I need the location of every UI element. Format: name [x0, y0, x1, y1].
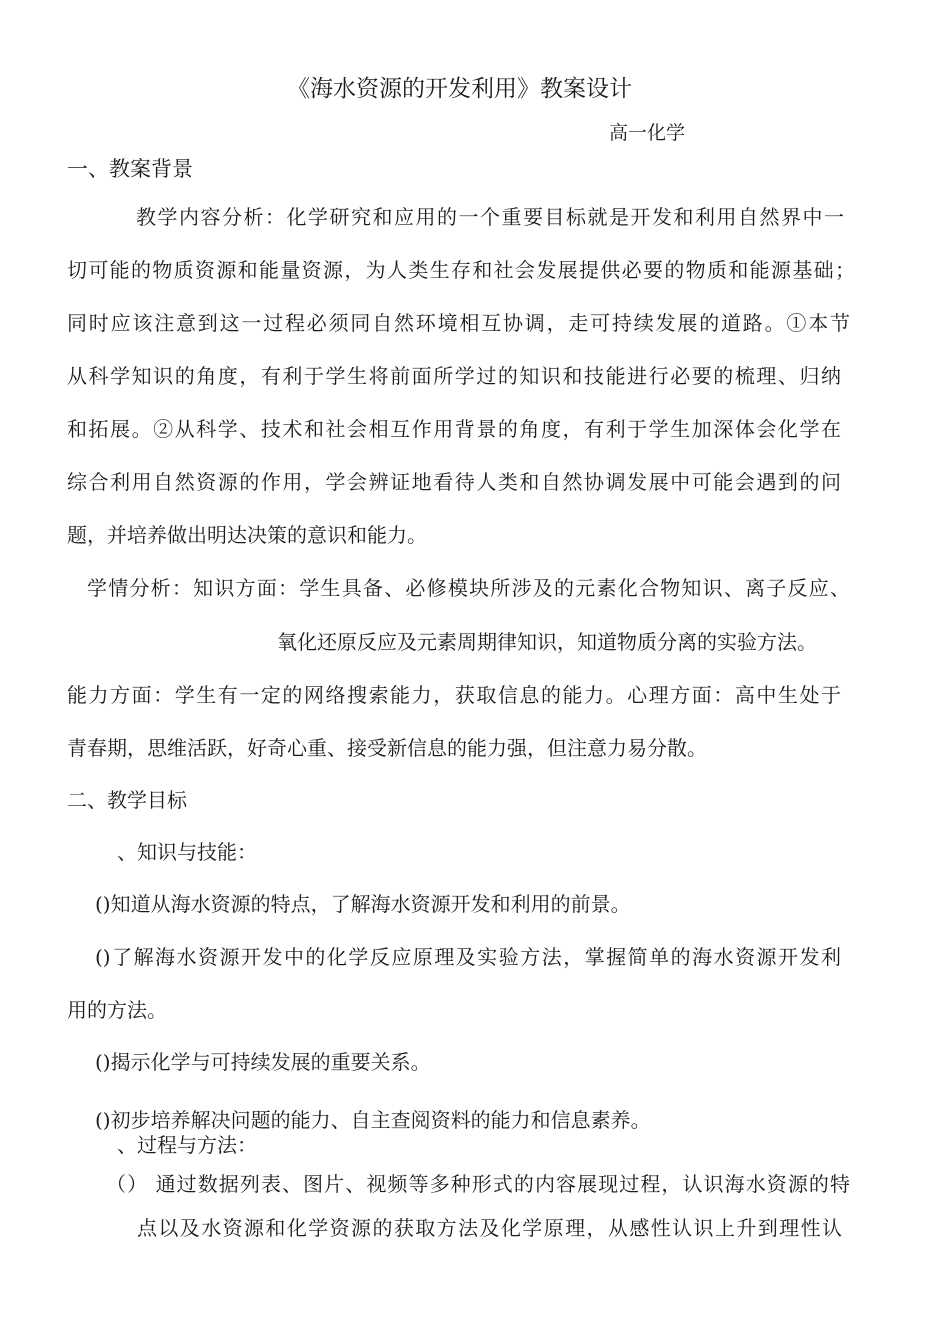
content-analysis-line: 同时应该注意到这一过程必须同自然环境相互协调，走可持续发展的道路。①本节 [67, 311, 850, 335]
process-item: （） 通过数据列表、图片、视频等多种形式的内容展现过程，认识海水资源的特 [106, 1172, 850, 1196]
knowledge-item: ()揭示化学与可持续发展的重要关系。 [95, 1050, 431, 1074]
document-title: 《海水资源的开发利用》教案设计 [287, 76, 632, 102]
content-analysis-line: 从科学知识的角度，有利于学生将前面所学过的知识和技能进行必要的梳理、归纳 [67, 364, 841, 388]
knowledge-item: ()初步培养解决问题的能力、自主查阅资料的能力和信息素养。 [95, 1108, 651, 1132]
learner-analysis-line: 青春期，思维活跃，好奇心重、接受新信息的能力强，但注意力易分散。 [67, 736, 707, 760]
process-item: 点以及水资源和化学资源的获取方法及化学原理，从感性认识上升到理性认 [137, 1216, 842, 1240]
content-analysis-line: 切可能的物质资源和能量资源，为人类生存和社会发展提供必要的物质和能源基础； [67, 258, 855, 282]
knowledge-skills-heading: 、知识与技能： [117, 840, 257, 864]
process-methods-heading: 、过程与方法： [117, 1133, 257, 1157]
content-analysis-line: 教学内容分析：化学研究和应用的一个重要目标就是开发和利用自然界中一 [136, 205, 844, 229]
section-heading-background: 一、教案背景 [67, 157, 193, 181]
knowledge-item: 用的方法。 [67, 998, 167, 1022]
section-heading-objectives: 二、教学目标 [67, 788, 187, 812]
knowledge-item: ()了解海水资源开发中的化学反应原理及实验方法，掌握简单的海水资源开发利 [95, 945, 841, 969]
learner-analysis-line: 能力方面：学生有一定的网络搜索能力，获取信息的能力。心理方面：高中生处于 [67, 683, 841, 707]
learner-analysis-line: 学情分析：知识方面：学生具备、必修模块所涉及的元素化合物知识、离子反应、 [87, 576, 850, 600]
learner-analysis-line: 氧化还原反应及元素周期律知识，知道物质分离的实验方法。 [277, 630, 817, 654]
grade-label: 高一化学 [609, 122, 686, 144]
content-analysis-line: 题，并培养做出明达决策的意识和能力。 [67, 523, 427, 547]
content-analysis-line: 和拓展。②从科学、技术和社会相互作用背景的角度，有利于学生加深体会化学在 [67, 417, 841, 441]
content-analysis-line: 综合利用自然资源的作用，学会辨证地看待人类和自然协调发展中可能会遇到的问 [67, 470, 841, 494]
knowledge-item: ()知道从海水资源的特点，了解海水资源开发和利用的前景。 [95, 892, 631, 916]
